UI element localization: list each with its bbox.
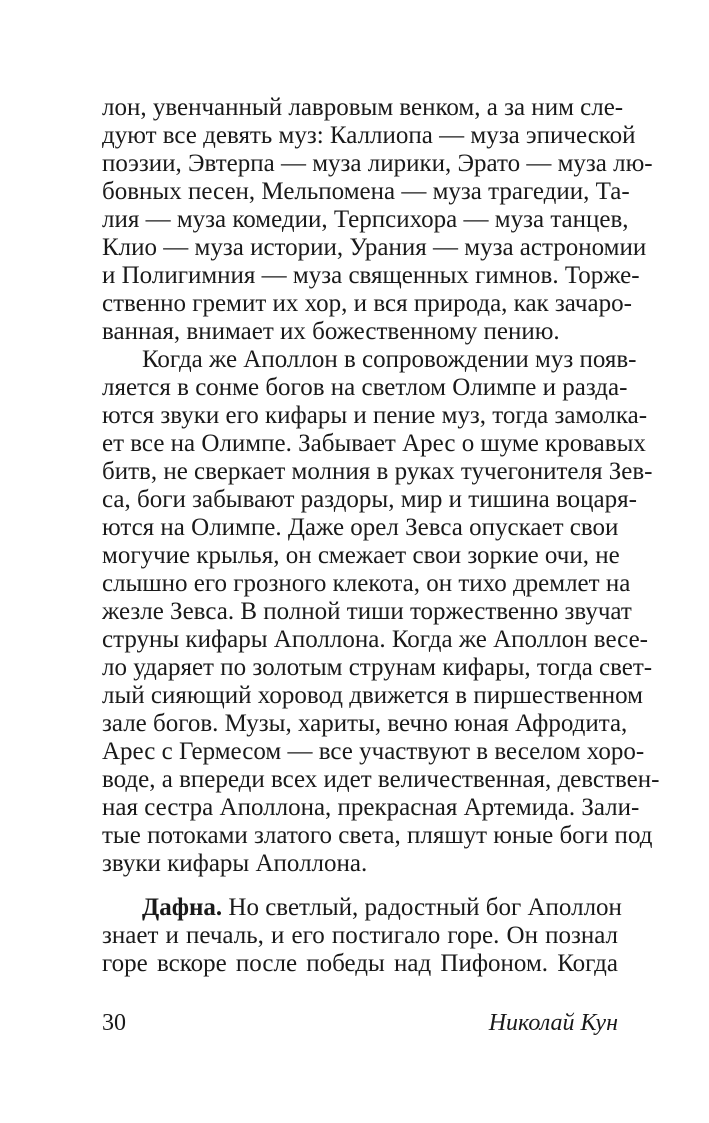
- text-line: ванная, внимает их божественному пению.: [102, 318, 560, 345]
- text-line: Клио — муза истории, Урания — муза астрономии: [102, 234, 647, 261]
- text-line: ются на Олимпе. Даже орел Зевса опускает свои: [102, 514, 619, 541]
- section-heading: Дафна.: [142, 894, 223, 921]
- text-line: струны кифары Аполлона. Когда же Аполлон весе-: [102, 626, 648, 653]
- text-line: воде, а впереди всех идет величественная, девствен-: [102, 766, 660, 793]
- text-line: звуки кифары Аполлона.: [102, 850, 368, 877]
- text-line: горе вскоре после победы над Пифоном. Когда: [102, 950, 618, 977]
- section-text: Но светлый, радостный бог Аполлон: [222, 894, 622, 921]
- text-line: и Полигимния — муза священных гимнов. Торже-: [102, 262, 640, 289]
- text-line: ются звуки его кифары и пение муз, тогда замолка-: [102, 402, 648, 429]
- text-line: ло ударяет по золотым струнам кифары, тогда свет-: [102, 654, 653, 681]
- text-line: лия — муза комедии, Терпсихора — муза танцев,: [102, 206, 629, 233]
- text-line: битв, не сверкает молния в руках тучегонителя Зев-: [102, 458, 653, 485]
- text-line: ная сестра Аполлона, прекрасная Артемида. Зали-: [102, 794, 640, 821]
- text-line: ляется в сонме богов на светлом Олимпе и разда-: [102, 374, 628, 401]
- text-line: жезле Зевса. В полной тиши торжественно звучат: [102, 598, 632, 625]
- text-line: дуют все девять муз: Каллиопа — муза эпической: [102, 122, 636, 149]
- text-line: могучие крылья, он смежает свои зоркие очи, не: [102, 542, 620, 569]
- text-line: поэзии, Эвтерпа — муза лирики, Эрато — муза лю-: [102, 150, 653, 177]
- text-line: са, боги забывают раздоры, мир и тишина воцаря-: [102, 486, 637, 513]
- text-line: бовных песен, Мельпомена — муза трагедии, Та-: [102, 178, 630, 205]
- text-line: ет все на Олимпе. Забывает Арес о шуме кровавых: [102, 430, 646, 457]
- section-first-line: [142, 894, 622, 922]
- text-line: ственно гремит их хор, и вся природа, как зачаро-: [102, 290, 632, 317]
- text-line: Когда же Аполлон в сопровождении муз появ-: [142, 346, 637, 373]
- text-line: знает и печаль, и его постигало горе. Он познал: [102, 922, 618, 949]
- text-line: слышно его грозного клекота, он тихо дремлет на: [102, 570, 631, 597]
- text-line: лый сияющий хоровод движется в пиршественном: [102, 682, 643, 709]
- page-number: 30: [102, 1010, 126, 1036]
- text-line: Арес с Гермесом — все участвуют в веселом хоро-: [102, 738, 645, 765]
- text-line: зале богов. Музы, хариты, вечно юная Афродита,: [102, 710, 628, 737]
- author-name: Николай Кун: [488, 1010, 618, 1036]
- text-line: тые потоками златого света, пляшут юные боги под: [102, 822, 653, 849]
- text-line: лон, увенчанный лавровым венком, а за ним сле-: [102, 94, 624, 121]
